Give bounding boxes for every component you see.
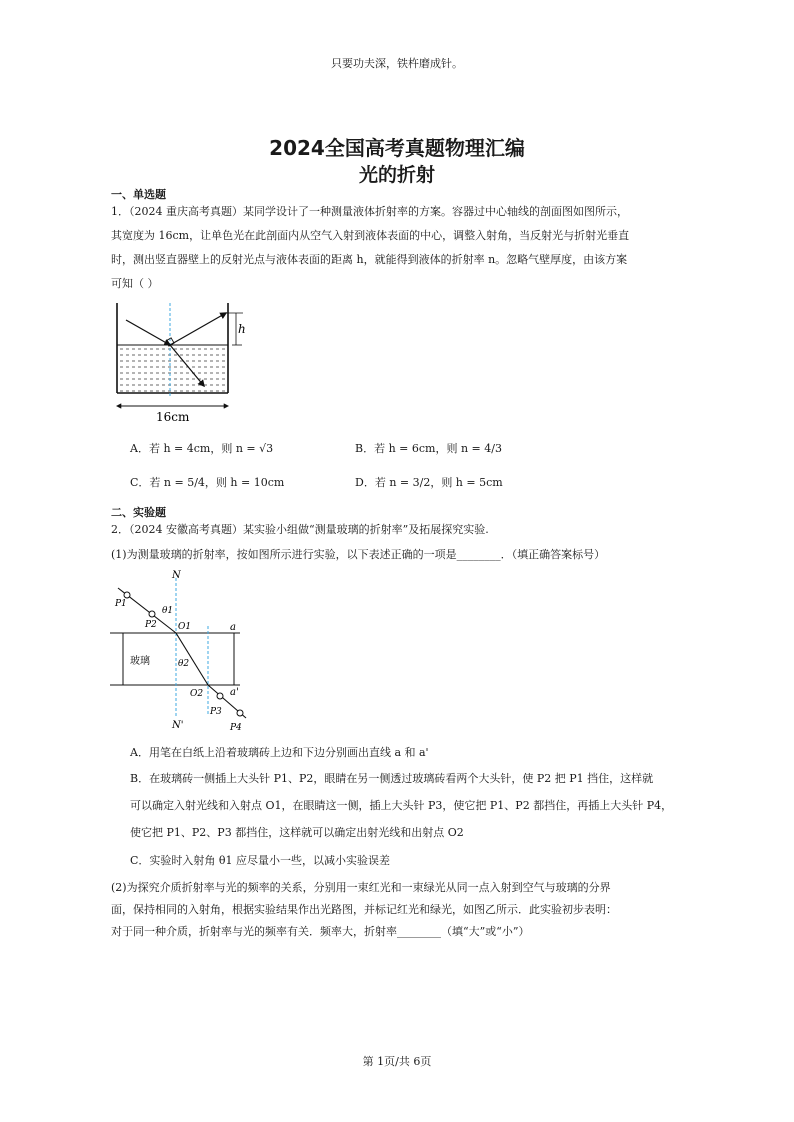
question-1-line-2: 其宽度为 16cm，让单色光在此剖面内从空气入射到液体表面的中心，调整入射角，当反射光与折射光垂直 [111,229,630,242]
question-2-part-2-line-2: 面，保持相同的入射角，根据实验结果作出光路图，并标记红光和绿光，如图乙所示．此实验初步表明： [111,903,617,916]
height-label: h [238,322,246,336]
document-title: 2024全国高考真题物理汇编 [269,136,525,160]
question-1-line-1: 1．（2024 重庆高考真题）某同学设计了一种测量液体折射率的方案。容器过中心轴线的剖面图如图所示， [111,205,628,218]
label-theta1: θ1 [162,606,174,616]
incident-ray [126,320,170,345]
container-diagram [108,298,248,428]
q2-option-a[interactable]: A．用笔在白纸上沿着玻璃砖上边和下边分别画出直线 a 和 a' [130,746,429,759]
section-heading-experiment: 二、实验题 [111,506,166,519]
label-a: a [230,622,236,633]
q2-option-b-line-3: 使它把 P1、P2、P3 都挡住，这样就可以确定出射光线和出射点 O2 [130,826,464,839]
label-glass: 玻璃 [130,656,150,667]
label-O2: O2 [190,689,204,699]
q1-option-a[interactable]: A．若 h = 4cm，则 n = √3 [130,442,274,455]
label-N-prime: N' [172,720,184,731]
label-P2: P2 [145,620,157,630]
width-label: 16cm [156,410,190,424]
liquid-region [117,345,228,393]
label-P3: P3 [210,707,222,717]
label-O1: O1 [178,622,192,632]
question-2-part-2-line-3: 对于同一种介质，折射率与光的频率有关．频率大，折射率________（填“大”或“小”） [111,925,530,938]
q2-option-c[interactable]: C．实验时入射角 θ1 应尽量小一些，以减小实验误差 [130,854,391,867]
page-header-motto: 只要功夫深，铁杵磨成针。 [331,57,463,70]
section-heading-single-choice: 一、单选题 [111,188,166,201]
label-a-prime: a' [230,687,239,698]
q2-option-b-line-2: 可以确定入射光线和入射点 O1，在眼睛这一侧，插上大头针 P3，使它把 P1、P2 都挡住，再插上大头针 P4， [130,799,673,812]
label-N: N [172,570,181,581]
glass-refraction-diagram [110,566,260,736]
q1-option-c[interactable]: C．若 n = 5/4，则 h = 10cm [130,476,285,489]
label-P4: P4 [230,723,242,733]
question-1-line-3: 时，测出竖直器壁上的反射光点与液体表面的距离 h，就能得到液体的折射率 n。忽略气壁厚度，由该方案 [111,253,628,266]
q1-option-d[interactable]: D．若 n = 3/2，则 h = 5cm [355,476,503,489]
document-subtitle: 光的折射 [358,164,435,186]
label-P1: P1 [115,599,127,609]
q1-option-b[interactable]: B．若 h = 6cm，则 n = 4/3 [355,442,502,455]
page-number: 第 1页/共 6页 [362,1055,432,1068]
q2-option-b-line-1[interactable]: B．在玻璃砖一侧插上大头针 P1、P2，眼睛在另一侧透过玻璃砖看两个大头针，使 P2 把 P1 挡住，这样就 [130,772,654,785]
question-2-part-1: (1)为测量玻璃的折射率，按如图所示进行实验，以下表述正确的一项是________．（填正确答案标号） [111,548,606,561]
reflected-ray [170,313,226,345]
question-2-part-2-line-1: (2)为探究介质折射率与光的频率的关系，分别用一束红光和一束绿光从同一点入射到空气与玻璃的分界 [111,881,611,894]
question-1-line-4: 可知（ ） [111,277,159,290]
question-2-intro: 2．（2024 安徽高考真题）某实验小组做“测量玻璃的折射率”及拓展探究实验. [111,523,489,536]
label-theta2: θ2 [178,659,190,669]
